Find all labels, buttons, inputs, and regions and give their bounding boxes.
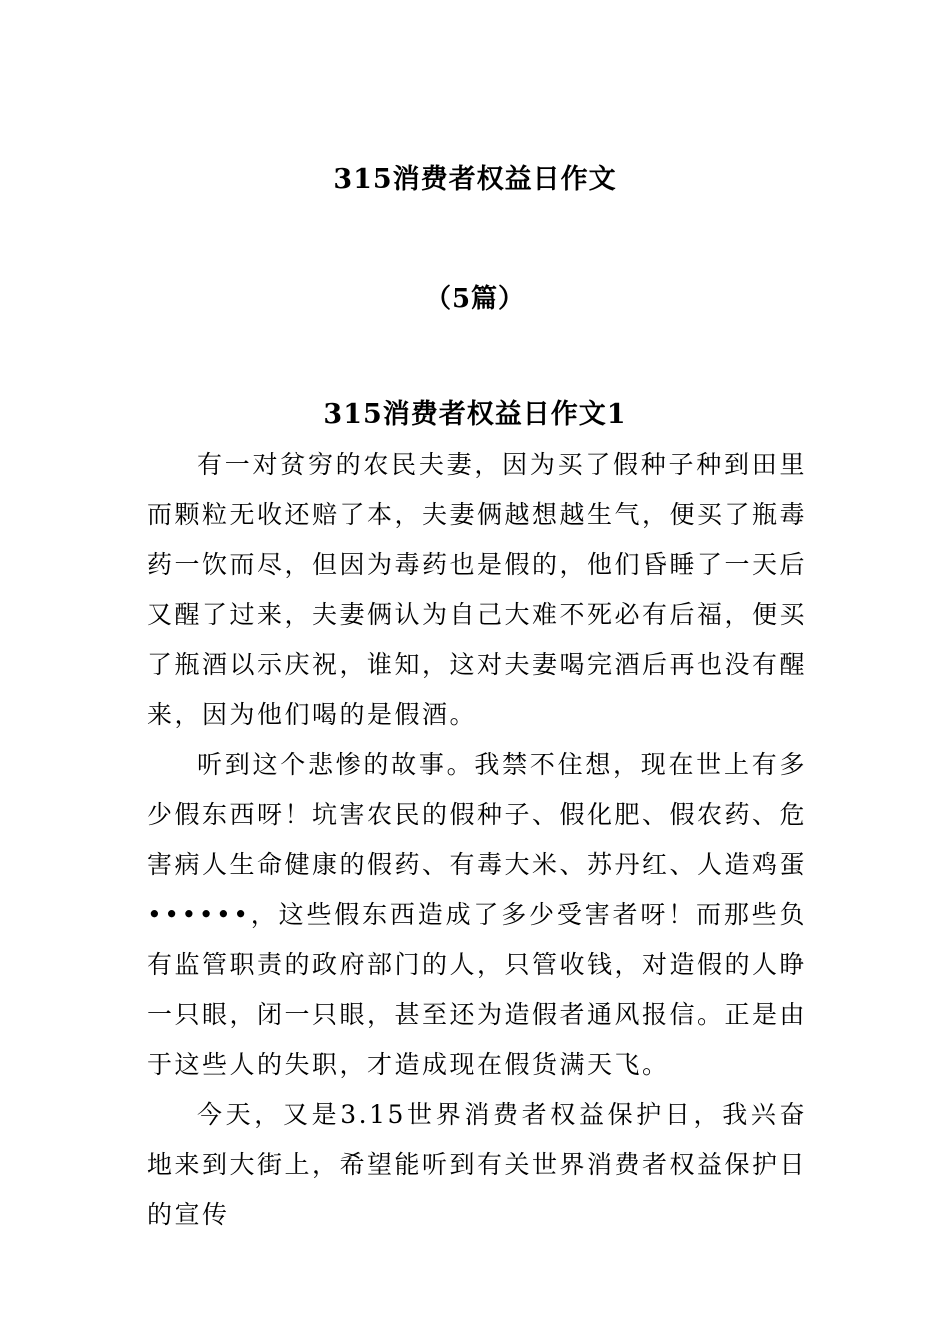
section-heading: 315消费者权益日作文1	[323, 399, 627, 430]
essay-body	[147, 440, 807, 1240]
document-subtitle: （5篇）	[424, 284, 526, 314]
paragraph-3: 今天，又是3.15世界消费者权益保护日，我兴奋地来到大街上，希望能听到有关世界消费者权益保护日的宣传	[147, 1100, 808, 1229]
paragraph-2: 听到这个悲惨的故事。我禁不住想，现在世上有多少假东西呀！坑害农民的假种子、假化肥、假农药、危害病人生命健康的假药、有毒大米、苏丹红、人造鸡蛋••••••，这些假东西造成了多少受害者呀！而那些负有监管职责的政府部门的人，只管收钱，对造假的人睁一只眼，闭一只眼，甚至还为造假者通风报信。正是由于这些人的失职，才造成现在假货满天飞。	[147, 750, 808, 1079]
document-title: 315消费者权益日作文	[333, 164, 617, 195]
paragraph-1: 有一对贫穷的农民夫妻，因为买了假种子种到田里而颗粒无收还赔了本，夫妻俩越想越生气，便买了瓶毒药一饮而尽，但因为毒药也是假的，他们昏睡了一天后又醒了过来，夫妻俩认为自己大难不死必有后福，便买了瓶酒以示庆祝，谁知，这对夫妻喝完酒后再也没有醒来，因为他们喝的是假酒。	[147, 450, 808, 729]
